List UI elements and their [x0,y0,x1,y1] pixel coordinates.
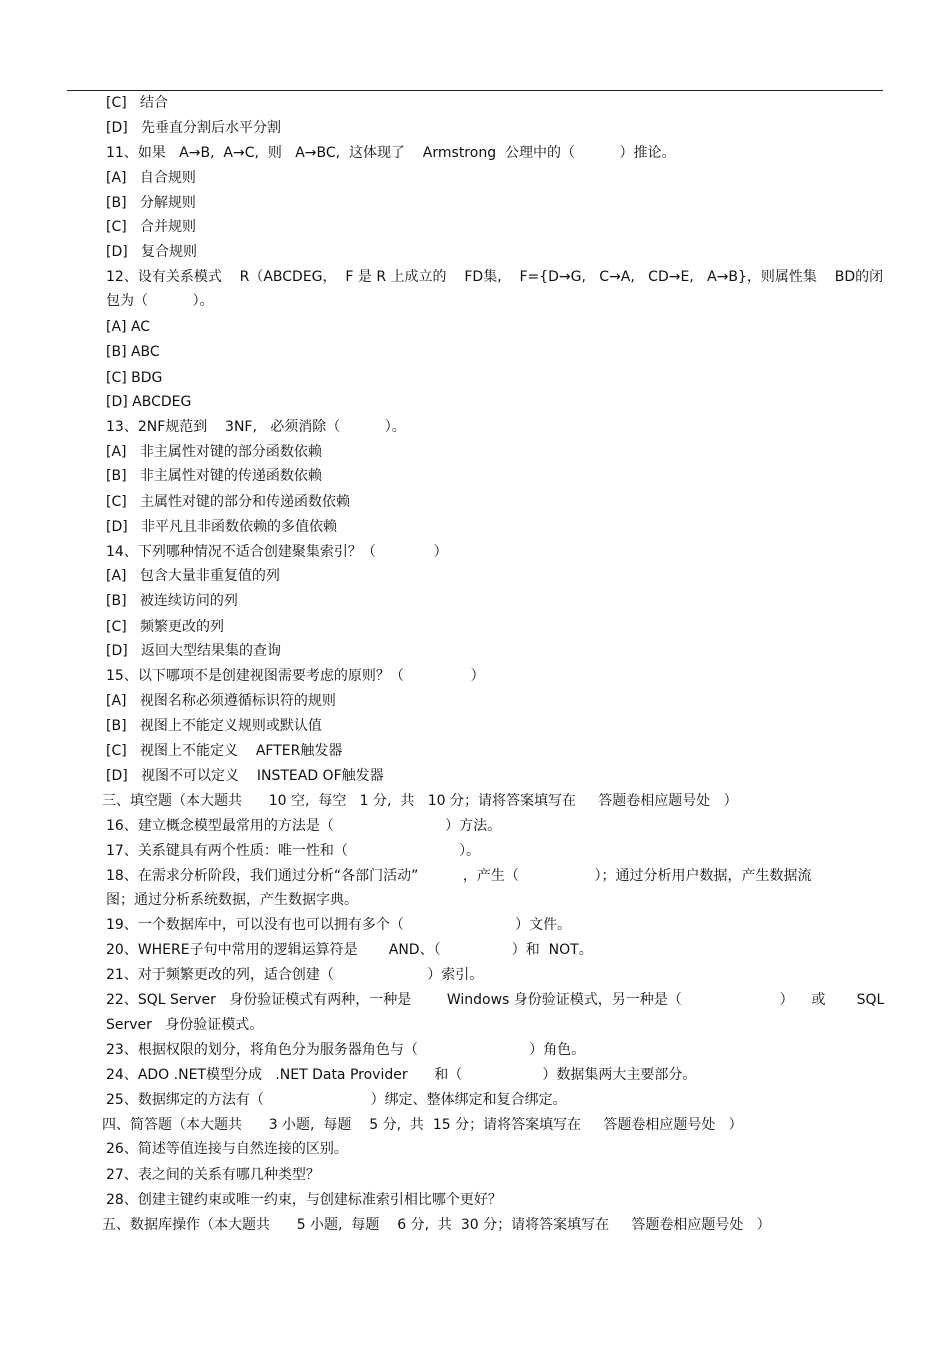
section-heading: 三、填空题（本大题共 10 空, 每空 1 分, 共 10 分；请将答案填写在 答题卷相应题号处 ） [102,793,738,809]
text-line: [D] 复合规则 [106,244,198,260]
text-line: [A] 自合规则 [106,170,196,186]
text-line: 20、WHERE子句中常用的逻辑运算符是 AND、（ ）和 NOT。 [106,942,593,958]
text-line: [A] 视图名称必须遵循标识符的规则 [106,693,336,709]
text-line: 24、ADO .NET模型分成 .NET Data Provider 和（ ）数据集两大主要部分。 [106,1067,697,1083]
text-line: [B] 视图上不能定义规则或默认值 [106,718,322,734]
text-line: [D] 非平凡且非函数依赖的多值依赖 [106,519,338,535]
text-line: [B] 分解规则 [106,195,196,211]
text-line: 25、数据绑定的方法有（ ）绑定、整体绑定和复合绑定。 [106,1092,567,1108]
text-line: 23、根据权限的划分，将角色分为服务器角色与（ ）角色。 [106,1042,586,1058]
text-line: 12、设有关系模式 R（ABCDEG， F 是 R 上成立的 FD集, F={D→G, C→A, CD→E, A→B}，则属性集 BD的闭 [106,269,884,285]
text-line: 22、SQL Server 身份验证模式有两种，一种是 Windows 身份验证模式，另一种是（ ） 或 SQL [106,992,885,1008]
text-line: 图；通过分析系统数据，产生数据字典。 [106,892,358,908]
text-line: 18、在需求分析阶段，我们通过分析“各部门活动” ，产生（ ）；通过分析用户数据，产生数据流 [106,868,812,884]
text-line: 21、对于频繁更改的列，适合创建（ ）索引。 [106,967,484,983]
header-rule [67,90,883,91]
text-line: 26、简述等值连接与自然连接的区别。 [106,1141,348,1157]
text-line: 包为（ ）。 [106,293,214,309]
text-line: 15、以下哪项不是创建视图需要考虑的原则？（ ） [106,668,485,684]
text-line: [B] ABC [106,344,160,360]
text-line: [B] 被连续访问的列 [106,593,238,609]
text-line: 27、表之间的关系有哪几种类型？ [106,1167,320,1183]
text-line: 14、下列哪种情况不适合创建聚集索引？（ ） [106,544,448,560]
section-heading: 四、简答题（本大题共 3 小题, 每题 5 分, 共 15 分；请将答案填写在 答题卷相应题号处 ） [102,1117,743,1133]
text-line: [A] AC [106,319,151,335]
text-line: [D] 返回大型结果集的查询 [106,643,282,659]
text-line: [D] 先垂直分割后水平分割 [106,120,282,136]
text-line: Server 身份验证模式。 [106,1017,264,1033]
text-line: 13、2NF规范到 3NF, 必须消除（ ）。 [106,419,406,435]
text-line: [A] 非主属性对键的部分函数依赖 [106,444,322,460]
text-line: [C] 视图上不能定义 AFTER触发器 [106,743,343,759]
text-line: [D] 视图不可以定义 INSTEAD OF触发器 [106,768,384,784]
text-line: 19、一个数据库中，可以没有也可以拥有多个（ ）文件。 [106,917,572,933]
section-heading: 五、数据库操作（本大题共 5 小题, 每题 6 分, 共 30 分；请将答案填写在 答题卷相应题号处 ） [102,1217,771,1233]
text-line: [D] ABCDEG [106,394,192,410]
text-line: [C] BDG [106,370,163,386]
text-line: [C] 频繁更改的列 [106,619,225,635]
text-line: [B] 非主属性对键的传递函数依赖 [106,468,322,484]
text-line: 11、如果 A→B, A→C, 则 A→BC, 这体现了 Armstrong 公理中的（ ）推论。 [106,145,676,161]
text-line: [C] 结合 [106,95,169,111]
text-line: [C] 合并规则 [106,219,197,235]
text-line: 28、创建主键约束或唯一约束，与创建标准索引相比哪个更好？ [106,1192,502,1208]
text-line: 16、建立概念模型最常用的方法是（ ）方法。 [106,818,502,834]
text-line: [A] 包含大量非重复值的列 [106,568,280,584]
text-line: [C] 主属性对键的部分和传递函数依赖 [106,494,351,510]
text-line: 17、关系键具有两个性质：唯一性和（ ）。 [106,843,481,859]
